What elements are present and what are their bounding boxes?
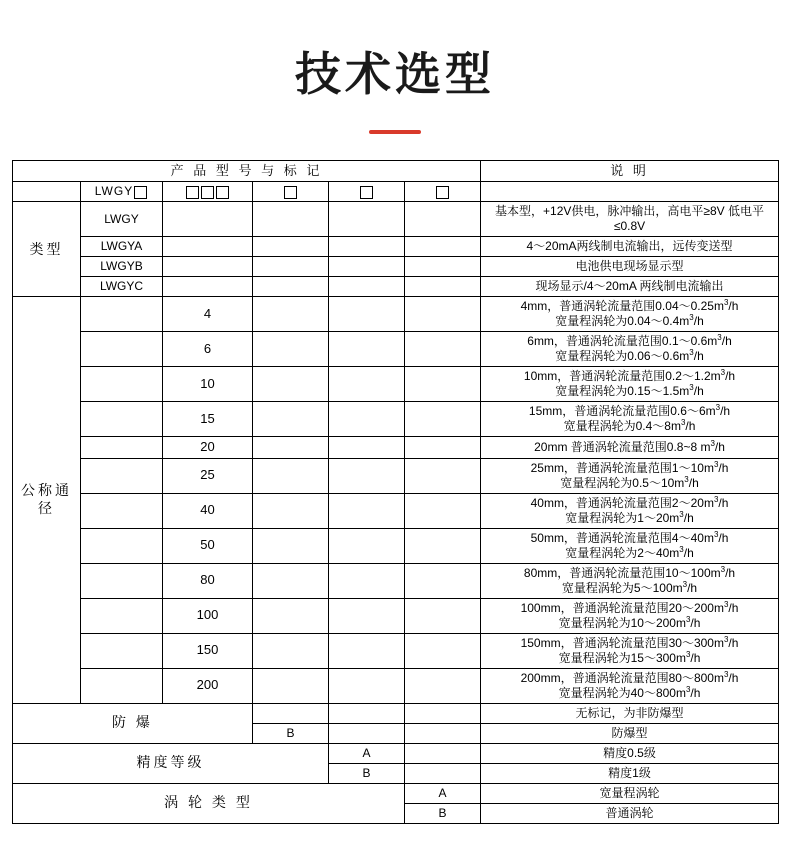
- checkbox-icon[interactable]: [186, 186, 199, 199]
- dn-desc-line1: 6mm，普通涡轮流量范围$0.1\sim 0.6m^3/h$: [527, 333, 732, 349]
- acc-code-a: A: [329, 743, 405, 763]
- table-row: [13, 237, 779, 257]
- dn-desc-4: [481, 297, 779, 332]
- dn-desc-50: [481, 528, 779, 563]
- dn-desc-line2: 宽量程涡轮为$0.04\sim 0.4m^3/h$: [555, 313, 704, 329]
- cell-blank: [329, 237, 405, 257]
- type-desc-lwgy: 基本型，+12V供电，脉冲输出，高电平≥8V 低电平≤0.8V: [481, 202, 779, 237]
- checkbox-icon[interactable]: [201, 186, 214, 199]
- cell-blank: [405, 668, 481, 703]
- code-desc-empty: [481, 182, 779, 202]
- cell-blank: [329, 367, 405, 402]
- cell-blank: [81, 297, 163, 332]
- cell-blank: [253, 563, 329, 598]
- table-row: [13, 367, 779, 402]
- checkbox-icon[interactable]: [360, 186, 373, 199]
- type-code-lwgya: LWGYA: [81, 237, 163, 257]
- dn-desc-40: [481, 493, 779, 528]
- cell-blank: [253, 277, 329, 297]
- technical-selection-table: [12, 160, 779, 824]
- code-empty-left: [13, 182, 81, 202]
- dn-desc-line2: 宽量程涡轮为$10\sim 200m^3/h$: [558, 614, 701, 630]
- dn-code-10: 10: [163, 367, 253, 402]
- cell-blank: [81, 332, 163, 367]
- turbine-code-a: A: [405, 783, 481, 803]
- cell-blank: [253, 257, 329, 277]
- cell-blank: [81, 402, 163, 437]
- dn-desc-80: [481, 563, 779, 598]
- type-code-lwgyb: LWGYB: [81, 257, 163, 277]
- cell-blank: [405, 297, 481, 332]
- cell-blank: [253, 668, 329, 703]
- cell-blank: [405, 763, 481, 783]
- type-desc-lwgyb: 电池供电现场显示型: [481, 257, 779, 277]
- spec-table-container: [12, 160, 778, 824]
- table-row: [13, 493, 779, 528]
- dn-desc-line1: 25mm，普通涡轮流量范围$1\sim 10m^3/h$: [530, 459, 729, 475]
- cell-blank: [329, 437, 405, 458]
- cell-blank: [405, 277, 481, 297]
- header-product-model: 产 品 型 号 与 标 记: [13, 161, 481, 182]
- turbine-desc-a: 宽量程涡轮: [481, 783, 779, 803]
- type-code-lwgy: LWGY: [81, 202, 163, 237]
- ex-desc-none: 无标记，为非防爆型: [481, 703, 779, 723]
- cell-blank: [329, 598, 405, 633]
- cell-blank: [163, 202, 253, 237]
- dn-code-200: 200: [163, 668, 253, 703]
- cell-blank: [405, 237, 481, 257]
- dn-desc-line2: 宽量程涡轮为$40\sim 800m^3/h$: [558, 684, 701, 700]
- dn-desc-20: 20mm 普通涡轮流量范围0.8~8 $m^3/h$: [481, 437, 779, 458]
- table-row: [13, 297, 779, 332]
- page-title: 技术选型: [295, 48, 495, 100]
- cell-blank: [329, 528, 405, 563]
- dn-code-100: 100: [163, 598, 253, 633]
- cell-blank: [253, 332, 329, 367]
- cell-blank: [329, 297, 405, 332]
- cell-blank: [405, 332, 481, 367]
- cell-blank: [405, 743, 481, 763]
- cell-blank: [329, 633, 405, 668]
- cell-blank: [329, 277, 405, 297]
- section-label-accuracy-grade: 精度等级: [13, 743, 329, 783]
- cell-blank: [81, 437, 163, 458]
- cell-blank: [163, 277, 253, 297]
- table-row: [13, 257, 779, 277]
- cell-blank: [253, 598, 329, 633]
- table-row: [13, 458, 779, 493]
- cell-blank: [253, 437, 329, 458]
- table-row: [13, 563, 779, 598]
- dn-desc-line2: 宽量程涡轮为$0.5\sim 10m^3/h$: [560, 474, 699, 490]
- cell-blank: [405, 703, 481, 723]
- turbine-desc-b: 普通涡轮: [481, 803, 779, 823]
- cell-blank: [81, 493, 163, 528]
- code-group5-cell: [405, 182, 481, 202]
- table-row: [13, 598, 779, 633]
- code-group3-cell: [253, 182, 329, 202]
- table-row: [13, 332, 779, 367]
- cell-blank: [163, 237, 253, 257]
- cell-blank: [329, 458, 405, 493]
- cell-blank: [81, 563, 163, 598]
- acc-desc-b: 精度1级: [481, 763, 779, 783]
- cell-blank: [329, 493, 405, 528]
- header-description: 说 明: [481, 161, 779, 182]
- dn-code-20: 20: [163, 437, 253, 458]
- dn-desc-line1: 100mm，普通涡轮流量范围$20\sim 200m^3/h$: [520, 599, 739, 615]
- dn-desc-6: [481, 332, 779, 367]
- dn-desc-line1: 40mm，普通涡轮流量范围$2\sim 20m^3/h$: [530, 494, 729, 510]
- cell-blank: [329, 402, 405, 437]
- dn-desc-line1: 200mm，普通涡轮流量范围$80\sim 800m^3/h$: [520, 669, 739, 685]
- cell-blank: [329, 332, 405, 367]
- cell-blank: [253, 202, 329, 237]
- cell-blank: [329, 723, 405, 743]
- cell-blank: [253, 402, 329, 437]
- ex-code-none: [253, 703, 329, 723]
- type-desc-lwgyc: 现场显示/4～20mA 两线制电流输出: [481, 277, 779, 297]
- cell-blank: [405, 257, 481, 277]
- dn-desc-line2: 宽量程涡轮为$0.4\sim 8m^3/h$: [563, 418, 696, 434]
- type-desc-lwgya: 4～20mA两线制电流输出，远传变送型: [481, 237, 779, 257]
- cell-blank: [405, 367, 481, 402]
- cell-blank: [81, 528, 163, 563]
- dn-code-40: 40: [163, 493, 253, 528]
- code-template-row: [13, 182, 779, 202]
- cell-blank: [405, 528, 481, 563]
- checkbox-icon[interactable]: [134, 186, 147, 199]
- dn-desc-line2: 宽量程涡轮为$1\sim 20m^3/h$: [565, 509, 694, 525]
- dn-desc-15: [481, 402, 779, 437]
- table-row: [13, 783, 779, 803]
- checkbox-icon[interactable]: [284, 186, 297, 199]
- dn-desc-line2: 宽量程涡轮为$2\sim 40m^3/h$: [565, 544, 694, 560]
- table-row: [13, 402, 779, 437]
- cell-blank: [253, 633, 329, 668]
- ex-desc-b: 防爆型: [481, 723, 779, 743]
- cell-blank: [329, 563, 405, 598]
- cell-blank: [329, 202, 405, 237]
- dn-desc-line2: 宽量程涡轮为$15\sim 300m^3/h$: [558, 649, 701, 665]
- dn-code-150: 150: [163, 633, 253, 668]
- dn-desc-25: [481, 458, 779, 493]
- code-group2-cell: [163, 182, 253, 202]
- dn-desc-line1: 80mm，普通涡轮流量范围$10\sim 100m^3/h$: [523, 564, 736, 580]
- section-label-nominal-diameter: 公称通径: [13, 297, 81, 703]
- cell-blank: [405, 598, 481, 633]
- section-label-turbine-type: 涡 轮 类 型: [13, 783, 405, 823]
- dn-desc-10: [481, 367, 779, 402]
- table-row: [13, 277, 779, 297]
- section-label-type: 类型: [13, 202, 81, 297]
- title-underline-accent: [369, 130, 421, 134]
- table-row: [13, 202, 779, 237]
- cell-blank: [405, 563, 481, 598]
- turbine-code-b: B: [405, 803, 481, 823]
- cell-blank: [329, 703, 405, 723]
- table-row: [13, 743, 779, 763]
- cell-blank: [405, 437, 481, 458]
- cell-blank: [253, 528, 329, 563]
- dn-desc-line1: 4mm，普通涡轮流量范围$0.04\sim 0.25m^3/h$: [520, 298, 739, 314]
- dn-desc-line2: 宽量程涡轮为$0.15\sim 1.5m^3/h$: [555, 383, 704, 399]
- cell-blank: [81, 668, 163, 703]
- code-model-text: LWGY: [94, 184, 134, 199]
- dn-code-80: 80: [163, 563, 253, 598]
- dn-code-4: 4: [163, 297, 253, 332]
- cell-blank: [405, 202, 481, 237]
- cell-blank: [81, 598, 163, 633]
- section-label-explosion-proof: 防 爆: [13, 703, 253, 743]
- code-group4-cell: [329, 182, 405, 202]
- cell-blank: [405, 458, 481, 493]
- dn-code-6: 6: [163, 332, 253, 367]
- table-row: [13, 633, 779, 668]
- cell-blank: [405, 493, 481, 528]
- cell-blank: [253, 367, 329, 402]
- acc-desc-a: 精度0.5级: [481, 743, 779, 763]
- cell-blank: [253, 237, 329, 257]
- cell-blank: [163, 257, 253, 277]
- dn-desc-line1: 15mm，普通涡轮流量范围$0.6\sim 6m^3/h$: [528, 403, 731, 419]
- dn-code-50: 50: [163, 528, 253, 563]
- cell-blank: [81, 633, 163, 668]
- cell-blank: [405, 402, 481, 437]
- dn-desc-line1: 10mm，普通涡轮流量范围$0.2\sim 1.2m^3/h$: [523, 368, 736, 384]
- dn-code-15: 15: [163, 402, 253, 437]
- cell-blank: [329, 257, 405, 277]
- code-model-cell: [81, 182, 163, 202]
- table-row: [13, 668, 779, 703]
- dn-desc-150: [481, 633, 779, 668]
- cell-blank: [253, 493, 329, 528]
- acc-code-b: B: [329, 763, 405, 783]
- cell-blank: [253, 458, 329, 493]
- table-header-row: [13, 161, 779, 182]
- table-row: [13, 528, 779, 563]
- checkbox-icon[interactable]: [216, 186, 229, 199]
- dn-desc-200: [481, 668, 779, 703]
- dn-desc-line2: 宽量程涡轮为$5\sim 100m^3/h$: [561, 579, 698, 595]
- dn-desc-100: [481, 598, 779, 633]
- type-code-lwgyc: LWGYC: [81, 277, 163, 297]
- cell-blank: [329, 668, 405, 703]
- cell-blank: [405, 633, 481, 668]
- cell-blank: [253, 297, 329, 332]
- dn-desc-line1: 50mm，普通涡轮流量范围$4\sim 40m^3/h$: [530, 529, 729, 545]
- checkbox-icon[interactable]: [436, 186, 449, 199]
- dn-code-25: 25: [163, 458, 253, 493]
- dn-desc-line1: 150mm，普通涡轮流量范围$30\sim 300m^3/h$: [520, 634, 739, 650]
- table-row: [13, 437, 779, 458]
- ex-code-b: B: [253, 723, 329, 743]
- cell-blank: [405, 723, 481, 743]
- dn-desc-line2: 宽量程涡轮为$0.06\sim 0.6m^3/h$: [555, 348, 704, 364]
- cell-blank: [81, 367, 163, 402]
- table-row: [13, 703, 779, 723]
- cell-blank: [81, 458, 163, 493]
